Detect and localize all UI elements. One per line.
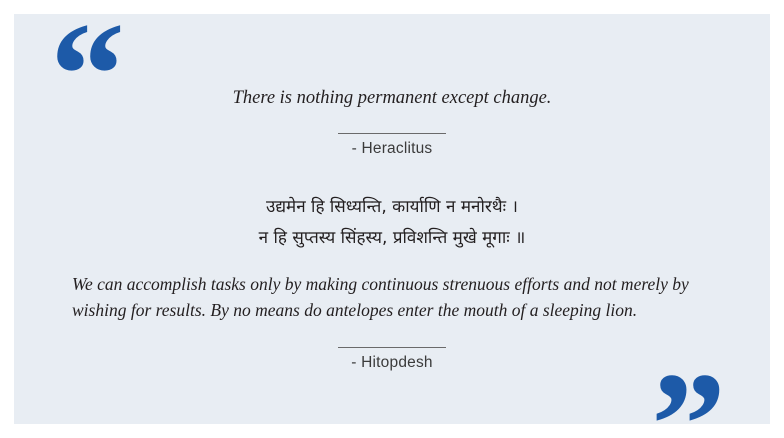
quote-1-attribution: - Heraclitus [351, 140, 433, 157]
quote-2-translation: We can accomplish tasks only by making continuous strenuous efforts and not merely by wishing for results. By no means do antelopes enter the mouth of a sleeping lion. [72, 273, 689, 321]
quote-2-sanskrit-line-2: न हि सुप्तस्य सिंहस्य, प्रविशन्ति मुखे मूगाः ॥ [258, 228, 526, 249]
quote-1-text: There is nothing permanent except change. [232, 88, 552, 108]
close-quote-icon: ” [651, 342, 726, 438]
quote-2-attribution: - Hitopdesh [351, 354, 433, 372]
divider-2 [338, 347, 446, 348]
quote-panel [14, 0, 770, 438]
quote-content [14, 14, 770, 424]
divider-1 [338, 133, 446, 134]
open-quote-icon: “ [50, 0, 125, 158]
quote-2-sanskrit [259, 192, 526, 255]
quote-2-sanskrit-line-1: उद्यमेन हि सिध्यन्ति, कार्याणि न मनोरथैः । [266, 197, 518, 217]
